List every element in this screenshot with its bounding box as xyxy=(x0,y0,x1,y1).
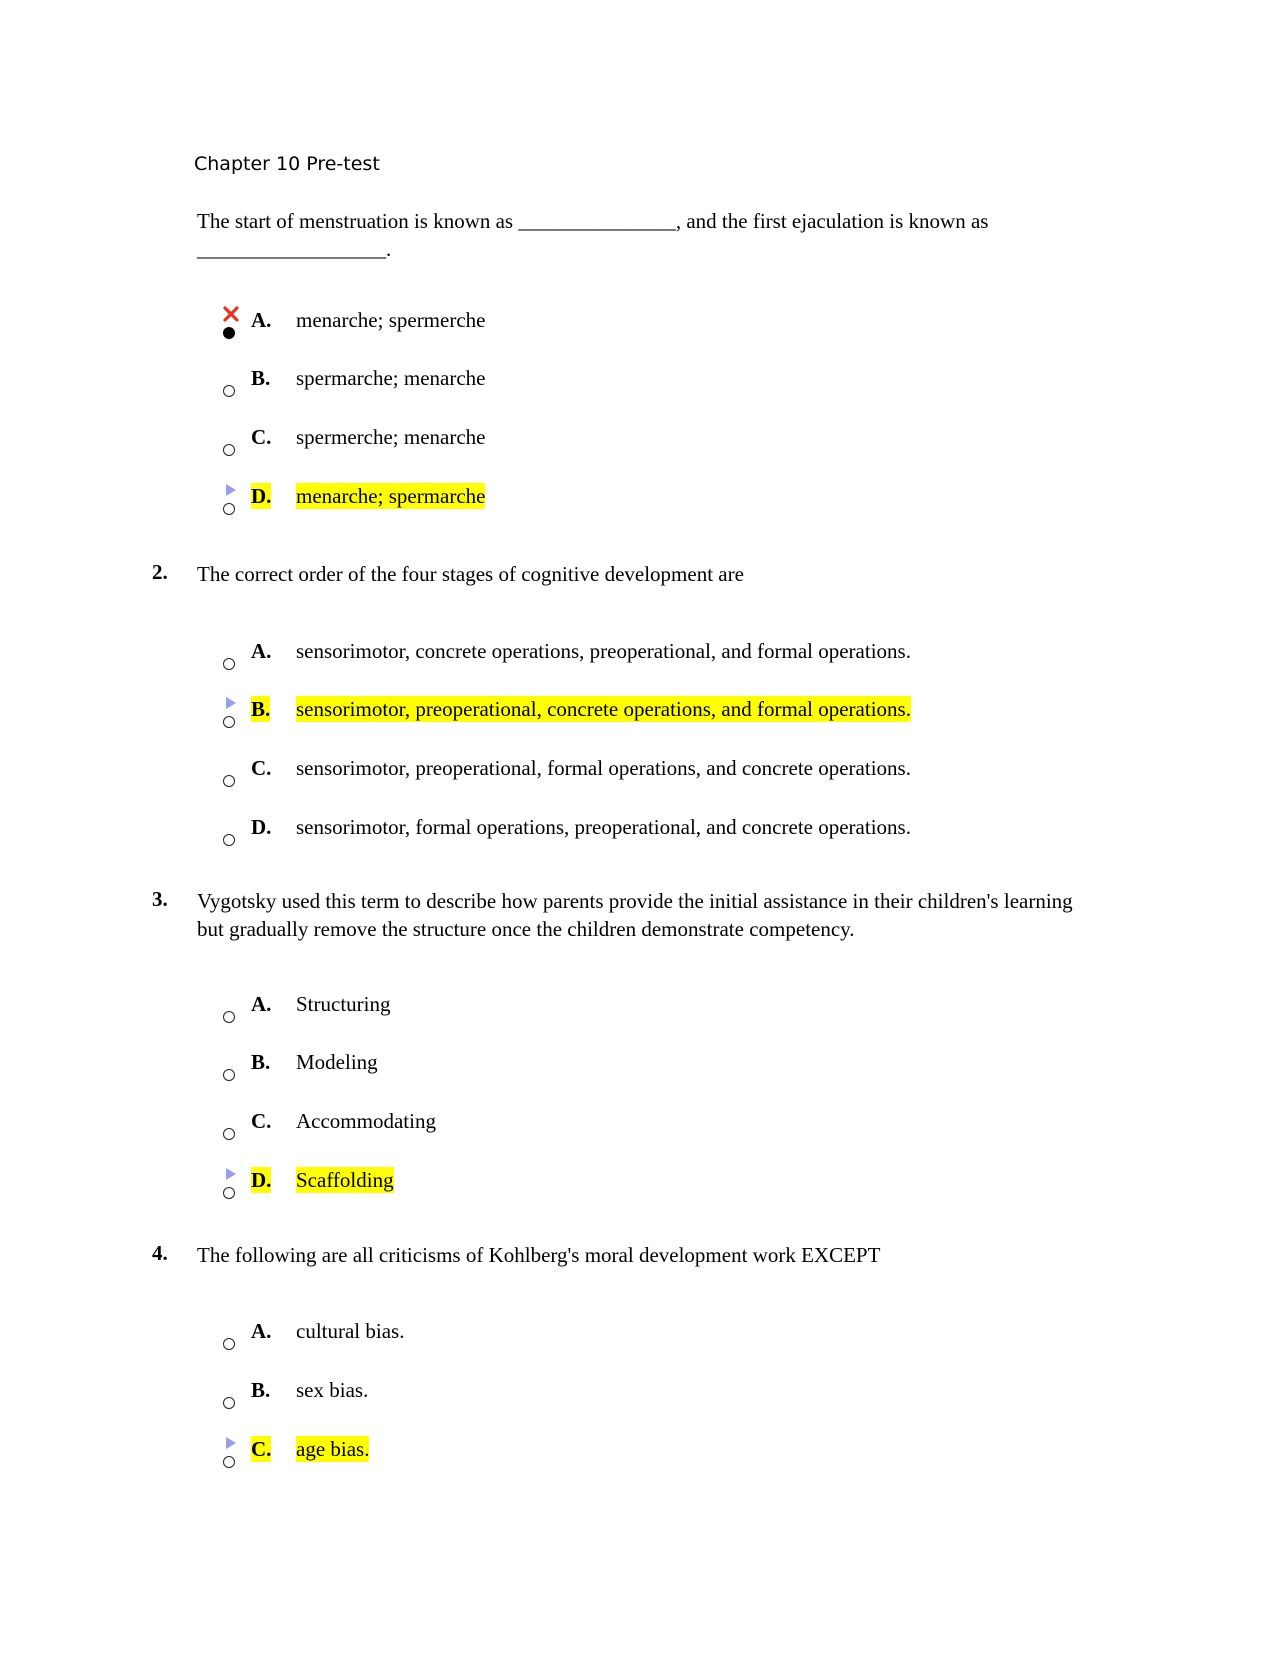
option-q2-a[interactable] xyxy=(0,636,1280,694)
radio-button[interactable] xyxy=(223,1069,235,1081)
question-text: The following are all criticisms of Kohlberg's moral development work EXCEPT xyxy=(197,1243,881,1267)
radio-button[interactable] xyxy=(223,503,235,515)
option-text: sensorimotor, preoperational, formal operations, and concrete operations. xyxy=(296,756,911,780)
radio-button[interactable] xyxy=(223,327,235,339)
radio-button[interactable] xyxy=(223,1397,235,1409)
radio-button[interactable] xyxy=(223,1011,235,1023)
triangle-arrow-icon xyxy=(222,1165,240,1183)
option-letter: A. xyxy=(251,639,272,663)
option-text: spermerche; menarche xyxy=(296,425,486,449)
option-letter: B. xyxy=(251,1050,271,1074)
option-text: Structuring xyxy=(296,992,391,1016)
option-q4-c[interactable] xyxy=(0,1434,1280,1492)
page-title: Chapter 10 Pre-test xyxy=(194,153,380,175)
option-q4-b[interactable] xyxy=(0,1375,1280,1433)
option-letter: C. xyxy=(251,1437,272,1461)
radio-button[interactable] xyxy=(223,834,235,846)
question-text: Vygotsky used this term to describe how parents provide the initial assistance in their children's learning but gradually remove the structure once the children demonstrate competency. xyxy=(197,889,1073,941)
radio-button[interactable] xyxy=(223,1187,235,1199)
option-text: sensorimotor, formal operations, preoperational, and concrete operations. xyxy=(296,815,911,839)
question-number: 4. xyxy=(152,1241,168,1265)
option-text: sensorimotor, concrete operations, preoperational, and formal operations. xyxy=(296,639,911,663)
option-text: cultural bias. xyxy=(296,1319,405,1343)
option-letter: D. xyxy=(251,1168,272,1192)
option-q4-a[interactable] xyxy=(0,1316,1280,1374)
option-letter: B. xyxy=(251,1378,271,1402)
option-q3-d[interactable] xyxy=(0,1165,1280,1223)
radio-button[interactable] xyxy=(223,1456,235,1468)
option-q1-d[interactable] xyxy=(0,481,1280,539)
option-text: Modeling xyxy=(296,1050,378,1074)
triangle-arrow-icon xyxy=(222,481,240,499)
option-letter: A. xyxy=(251,308,272,332)
option-letter: C. xyxy=(251,756,272,780)
radio-button[interactable] xyxy=(223,775,235,787)
option-q1-a[interactable] xyxy=(0,305,1280,363)
option-text: sensorimotor, preoperational, concrete operations, and formal operations. xyxy=(296,697,911,721)
option-letter: C. xyxy=(251,1109,272,1133)
option-q3-a[interactable] xyxy=(0,989,1280,1047)
option-letter: A. xyxy=(251,1319,272,1343)
triangle-arrow-icon xyxy=(222,1434,240,1452)
radio-button[interactable] xyxy=(223,716,235,728)
option-text: spermarche; menarche xyxy=(296,366,486,390)
x-mark-icon xyxy=(222,305,240,323)
question-text: The start of menstruation is known as _______________, and the first ejaculation is known as __________________. xyxy=(197,209,989,261)
option-q2-c[interactable] xyxy=(0,753,1280,811)
radio-button[interactable] xyxy=(223,658,235,670)
option-q1-c[interactable] xyxy=(0,422,1280,480)
radio-button[interactable] xyxy=(223,1338,235,1350)
radio-button[interactable] xyxy=(223,385,235,397)
option-letter: D. xyxy=(251,484,272,508)
radio-button[interactable] xyxy=(223,1128,235,1140)
option-text: Accommodating xyxy=(296,1109,436,1133)
radio-button[interactable] xyxy=(223,444,235,456)
question-number: 3. xyxy=(152,887,168,911)
option-text: Scaffolding xyxy=(296,1168,394,1192)
option-q3-b[interactable] xyxy=(0,1047,1280,1105)
option-text: age bias. xyxy=(296,1437,370,1461)
option-letter: B. xyxy=(251,697,271,721)
triangle-arrow-icon xyxy=(222,694,240,712)
option-text: menarche; spermarche xyxy=(296,484,486,508)
question-text: The correct order of the four stages of cognitive development are xyxy=(197,562,744,586)
question-number: 2. xyxy=(152,560,168,584)
option-letter: C. xyxy=(251,425,272,449)
option-text: menarche; spermerche xyxy=(296,308,486,332)
option-text: sex bias. xyxy=(296,1378,369,1402)
option-letter: A. xyxy=(251,992,272,1016)
option-q1-b[interactable] xyxy=(0,363,1280,421)
option-letter: B. xyxy=(251,366,271,390)
option-letter: D. xyxy=(251,815,272,839)
option-q2-b[interactable] xyxy=(0,694,1280,752)
option-q3-c[interactable] xyxy=(0,1106,1280,1164)
option-q2-d[interactable] xyxy=(0,812,1280,870)
